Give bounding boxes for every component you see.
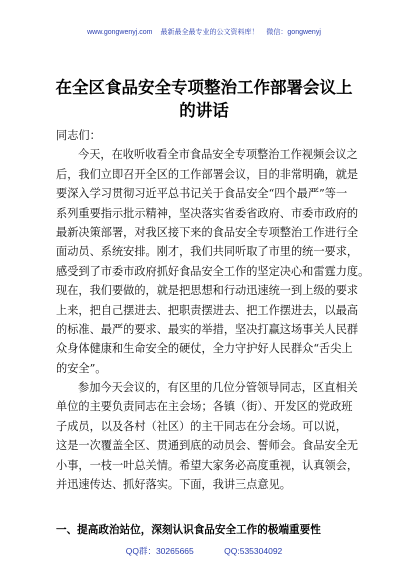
wechat-id: 微信：gongwenyj	[266, 29, 321, 36]
body-line: 现在，我们要做的，就是把思想和行动迅速统一到上级的要求	[56, 284, 359, 298]
body-line: 面动员、系统安排。刚才，我们共同听取了市里的统一要求，	[56, 245, 359, 259]
header-banner	[0, 28, 408, 38]
section-heading: 一、提高政治站位，深刻认识食品安全工作的极端重要性	[56, 524, 321, 536]
body-line: 后，我们立即召开全区的工作部署会议，目的非常明确，就是	[56, 167, 359, 181]
body-line: 这是一次覆盖全区、贯通到底的动员会、誓师会。食品安全无	[56, 439, 359, 453]
title-line-1: 在全区食品安全专项整治工作部署会议上	[55, 78, 353, 97]
body-line: 众身体健康和生命安全的硬仗，全力守护好人民群众“舌尖上	[56, 342, 353, 356]
site-slogan: 最新最全最专业的公文资料库！	[160, 29, 259, 36]
body-line: 今天，在收听收看全市食品安全专项整治工作视频会议之	[78, 148, 358, 162]
body-line: 系列重要指示批示精神，坚决落实省委省政府、市委市政府的	[56, 206, 359, 220]
body-line: 的标准、最严的要求、最实的举措，坚决打赢这场事关人民群	[56, 322, 359, 336]
body-line: 上来，把自己摆进去、把职责摆进去、把工作摆进去，以最高	[56, 303, 359, 317]
qq-number: QQ:535304092	[224, 546, 283, 556]
body-line: 感受到了市委市政府抓好食品安全工作的坚定决心和雷霆力度。	[56, 264, 370, 278]
document-title	[40, 76, 368, 122]
body-line: 最新决策部署，对我区接下来的食品安全专项整治工作进行全	[56, 225, 359, 239]
document-body	[56, 126, 370, 494]
body-line: 单位的主要负责同志在主会场；各镇（街）、开发区的党政班	[56, 400, 353, 414]
footer-contact	[0, 545, 408, 557]
body-line: 小事，一枝一叶总关情。希望大家务必高度重视，认真领会，	[56, 458, 359, 472]
qq-group: QQ群：30265665	[125, 546, 194, 556]
body-line: 的安全”。	[56, 361, 107, 375]
title-line-2: 的讲话	[179, 101, 229, 120]
body-line: 参加今天会议的，有区里的几位分管领导同志，区直相关	[78, 381, 358, 395]
body-line: 要深入学习贯彻习近平总书记关于食品安全“四个最严”等一	[56, 187, 348, 201]
salutation: 同志们：	[56, 129, 101, 142]
site-url: www.gongwenyj.com	[87, 29, 153, 36]
body-line: 子成员，以及各村（社区）的主干同志在分会场。可以说，	[56, 419, 347, 433]
body-line: 并迅速传达、抓好落实。下面，我讲三点意见。	[56, 478, 291, 492]
